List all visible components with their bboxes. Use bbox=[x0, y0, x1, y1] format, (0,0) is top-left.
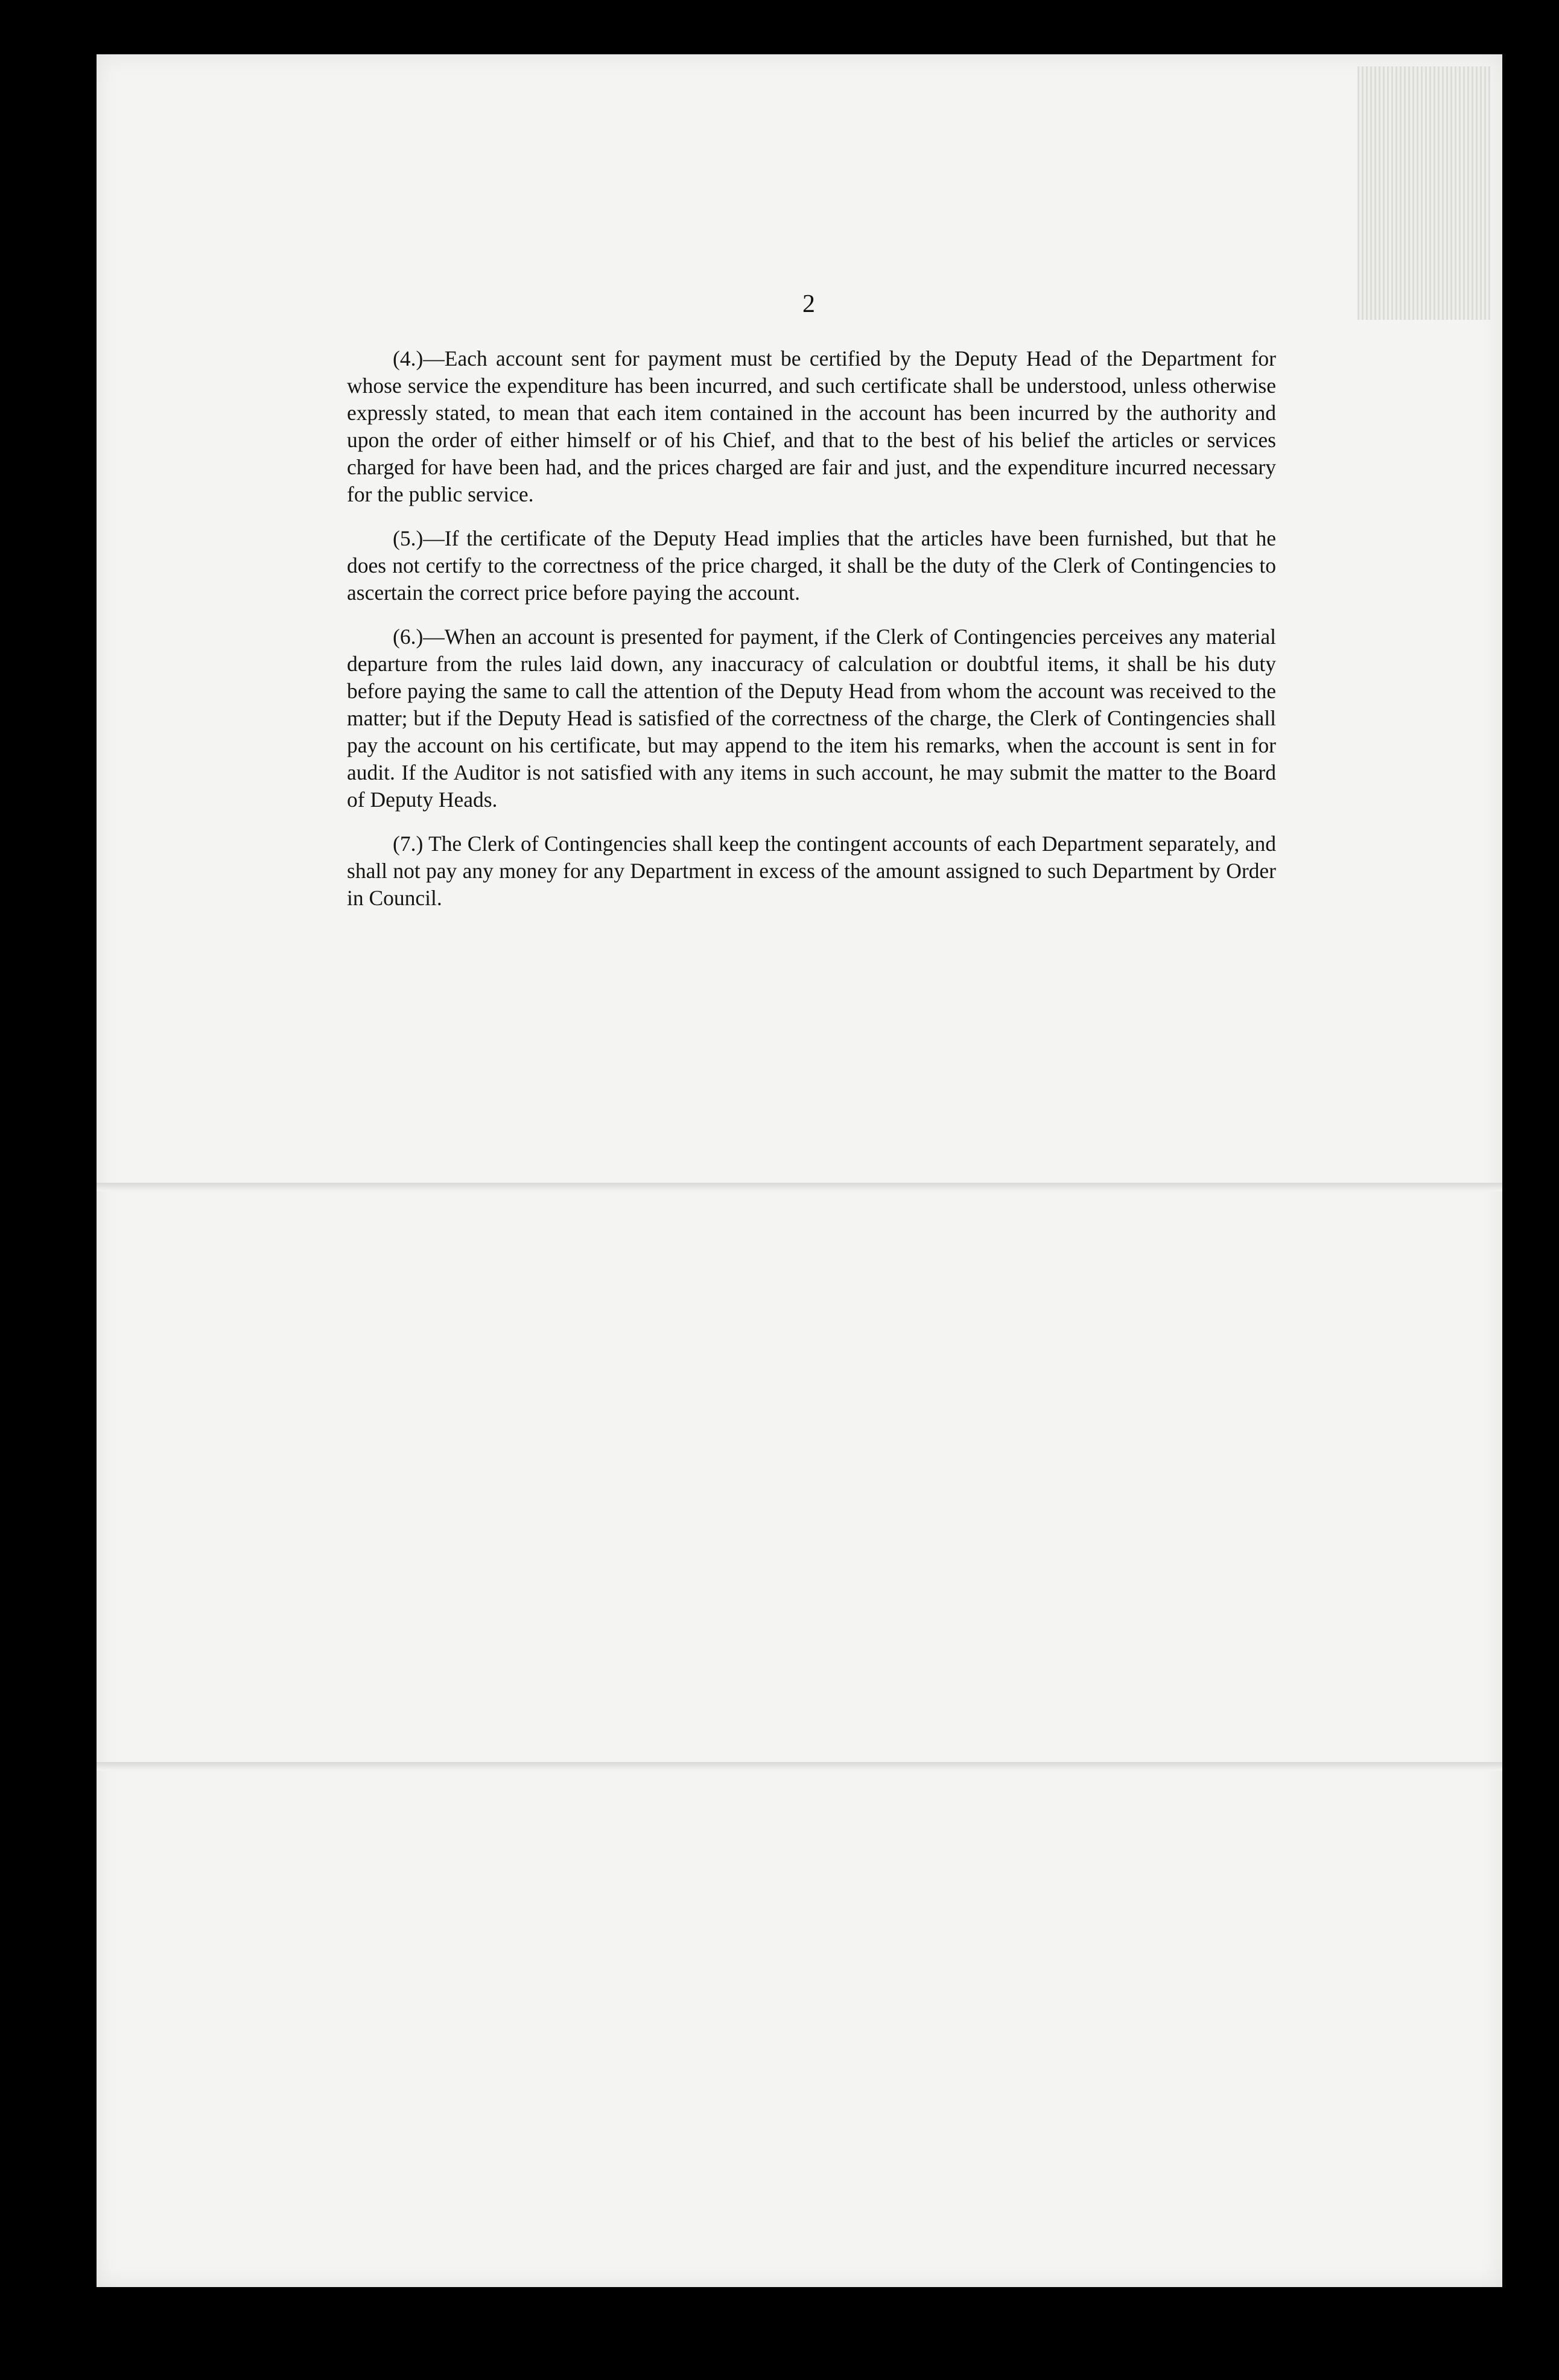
paragraph-4: (4.)—Each account sent for payment must be certified by the Deputy Head of the Department for whose service the expenditure has been incurred, and such certificate shall be understood, unless otherwise expressly stated, to mean that each item contained in the account has been incurred by the authority and upon the order of either himself or of his Chief, and that to the best of his belief the articles or services charged for have been had, and the prices charged are fair and just, and the expenditure incurred necessary for the public service. bbox=[347, 346, 1276, 506]
document-body bbox=[347, 345, 1276, 929]
paragraph-7: (7.) The Clerk of Contingencies shall keep the contingent accounts of each Department separately, and shall not pay any money for any Department in excess of the amount assigned to such Department by Order in Council. bbox=[347, 832, 1276, 910]
page-fold-line bbox=[97, 1762, 1502, 1771]
paragraph-5: (5.)—If the certificate of the Deputy Head implies that the articles have been furnished, but that he does not certify to the correctness of the price charged, it shall be the duty of the Clerk of Contingencies to ascertain the correct price before paying the account. bbox=[347, 526, 1276, 605]
page-number: 2 bbox=[802, 290, 815, 318]
page-fold-line bbox=[97, 1183, 1502, 1191]
paragraph-6: (6.)—When an account is presented for payment, if the Clerk of Contingencies perceives any material departure from the rules laid down, any inaccuracy of calculation or doubtful items, it shall be his duty before paying the same to call the attention of the Deputy Head from whom the account was received to the matter; but if the Deputy Head is satisfied of the correctness of the charge, the Clerk of Contingencies shall pay the account on his certificate, but may append to the item his remarks, when the account is sent in for audit. If the Auditor is not satisfied with any items in such account, he may submit the matter to the Board of Deputy Heads. bbox=[347, 625, 1276, 812]
paper-stain bbox=[1357, 66, 1490, 320]
